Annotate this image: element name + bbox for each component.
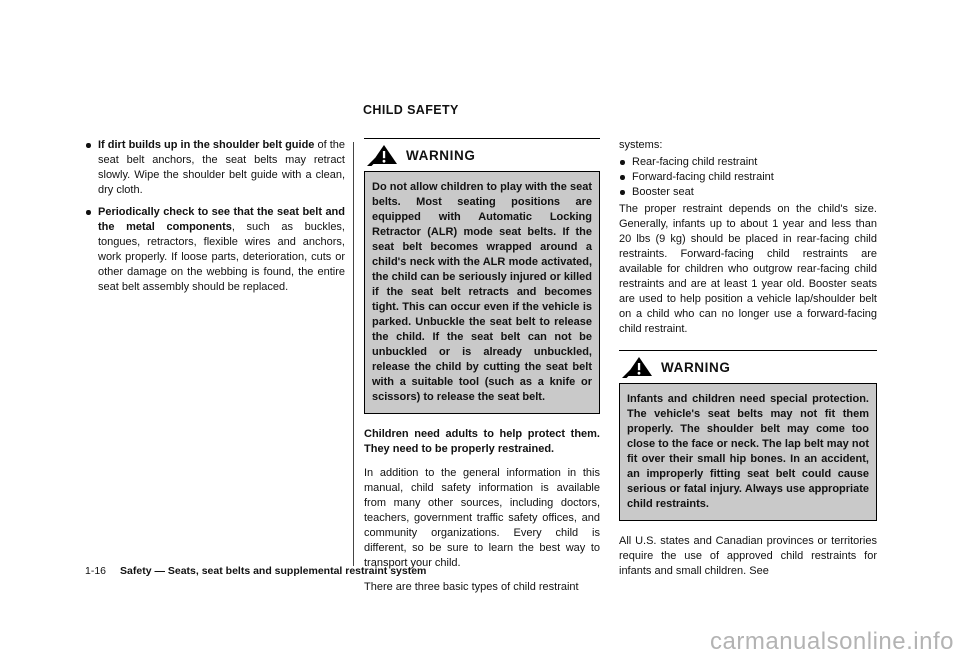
page-title: CHILD SAFETY	[363, 103, 459, 117]
page-footer	[85, 565, 426, 577]
paragraph: In addition to the general information in this manual, child safety information is available from many other sources, including doctors, teachers, government traffic safety offices, and community organizations. Every child is different, so be sure to learn the best way to transport your child.	[364, 467, 600, 569]
warning-title: WARNING	[406, 148, 476, 163]
page-number: 1-16	[85, 565, 107, 577]
list-item-lead: Periodically check to see that the seat belt and the metal components	[98, 206, 345, 233]
paragraph: Children need adults to help protect them. They need to be properly restrained.	[364, 428, 600, 455]
bullet-icon	[86, 143, 91, 148]
warning-triangle-icon	[367, 145, 399, 166]
warning-header	[364, 138, 600, 171]
bullet-icon	[620, 160, 625, 165]
warning-triangle-icon	[622, 357, 654, 378]
list-item	[85, 138, 345, 198]
warning-header	[619, 350, 877, 383]
warning-title: WARNING	[661, 360, 731, 375]
list-item	[85, 205, 345, 295]
right-column	[619, 138, 877, 604]
warning-box	[619, 350, 877, 521]
list-item-text: of the seat belt anchors, the seat belts may retract slowly. Wipe the shoulder belt guide with a clean, dry cloth.	[98, 139, 346, 196]
paragraph: There are three basic types of child restraint	[364, 581, 579, 593]
bullet-icon	[620, 190, 625, 195]
paragraph: The proper restraint depends on the child's size. Generally, infants up to about 1 year and less than 20 lbs (9 kg) should be placed in rear-facing child restraints. Forward-facing child restraints are available for children who outgrow rear-facing child restraints and are at least 1 year old. Booster seats are used to help position a vehicle lap/shoulder belt on a child who can no longer use a forward-facing child restraint.	[619, 203, 877, 335]
warning-body: Do not allow children to play with the seat belts. Most seating positions are equipped with Automatic Locking Retractor (ALR) mode seat belts. If the seat belt becomes wrapped around a child's neck with the ALR mode activated, the child can be seriously injured or killed if the seat belt retracts and becomes tight. This can occur even if the vehicle is parked. Unbuckle the seat belt to release the child. If the seat belt can not be unbuckled or is already unbuckled, release the child by cutting the seat belt with a suitable tool (such as a knife or scissors) to release the seat belt.	[364, 171, 600, 414]
watermark: carmanualsonline.info	[710, 628, 954, 655]
middle-column	[364, 138, 600, 604]
list-item	[619, 185, 877, 200]
list-item-text: Booster seat	[632, 186, 694, 198]
list-item-lead: If dirt builds up in the shoulder belt guide	[98, 139, 315, 151]
list-item-text: Rear-facing child restraint	[632, 156, 758, 168]
list-item	[619, 170, 877, 185]
left-column	[85, 138, 345, 604]
chapter-title: Safety — Seats, seat belts and supplemental restraint system	[120, 565, 427, 577]
list-item	[619, 155, 877, 170]
content-columns	[85, 138, 877, 604]
list-item-text: Forward-facing child restraint	[632, 171, 774, 183]
warning-body: Infants and children need special protection. The vehicle's seat belts may not fit them properly. The shoulder belt may come too close to the face or neck. The lap belt may not fit over their small hip bones. In an accident, an improperly fitting seat belt could cause serious or fatal injury. Always use appropriate child restraints.	[619, 383, 877, 521]
paragraph: All U.S. states and Canadian provinces or territories require the use of approved child restraints for infants and small children. See	[619, 535, 877, 577]
bullet-icon	[620, 175, 625, 180]
paragraph: systems:	[619, 139, 663, 151]
warning-box	[364, 138, 600, 414]
bullet-icon	[86, 210, 91, 215]
list-item-text: , such as buckles, tongues, retractors, flexible wires and anchors, work properly. If loose parts, deterioration, cuts or other damage on the webbing is found, the entire seat belt assembly should be replaced.	[98, 221, 345, 293]
